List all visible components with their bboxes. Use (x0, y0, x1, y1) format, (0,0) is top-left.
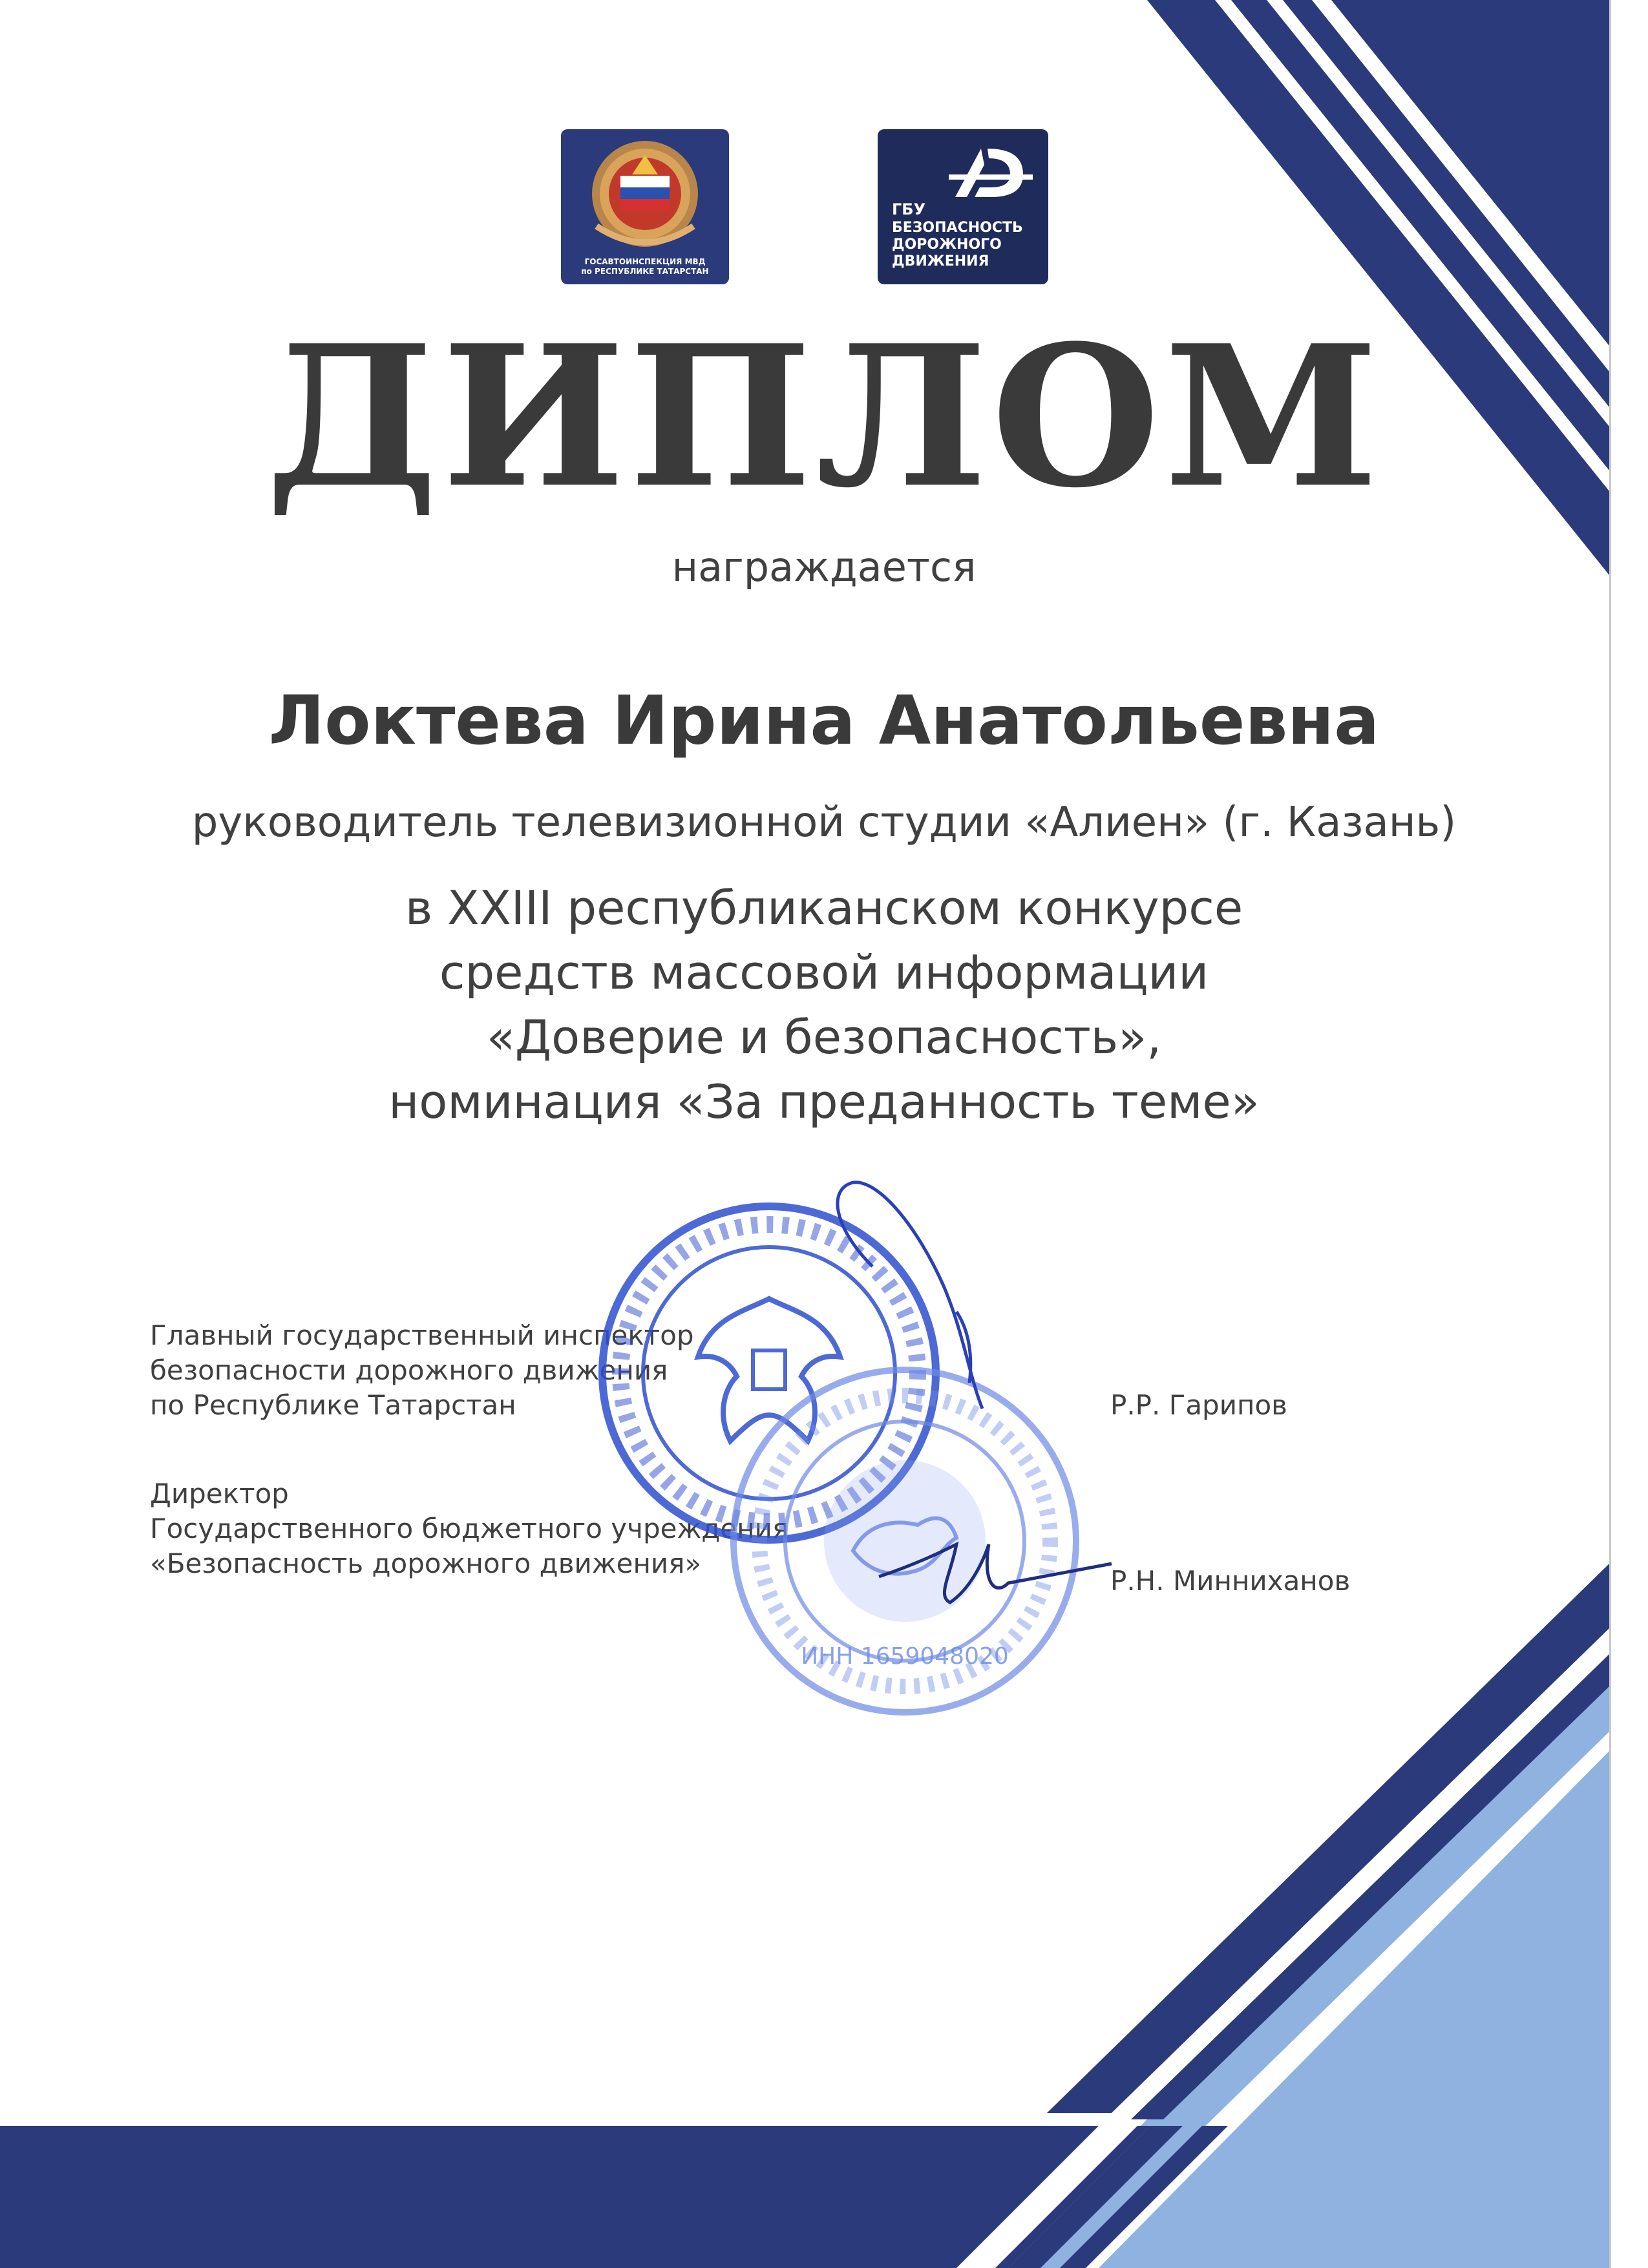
gbu-label: ГБУ (892, 200, 926, 218)
contest-line: в XXIII республиканском конкурсе (405, 881, 1243, 935)
signatory-title-line: Государственного бюджетного учреждения (150, 1513, 789, 1544)
caption-line: ДВИЖЕНИЯ (892, 253, 989, 269)
signatory-2-title (150, 1476, 788, 1581)
signatory-1-title (150, 1318, 694, 1423)
signatory-title-line: по Республике Татарстан (150, 1389, 516, 1421)
caption-line: БЕЗОПАСНОСТЬ (892, 220, 1023, 236)
contest-description (0, 876, 1648, 1134)
recipient-position: руководитель телевизионной студии «Алиен» (г. Казань) (191, 799, 1457, 846)
signatory-2-name: Р.Н. Минниханов (1110, 1565, 1351, 1597)
signatory-title-line: Главный государственный инспектор (150, 1319, 694, 1351)
caption-line: ГОСАВТОИНСПЕКЦИЯ МВД (584, 257, 706, 266)
diploma-title: ДИПЛОМ (265, 302, 1383, 530)
recipient-name: Локтева Ирина Анатольевна (268, 681, 1380, 760)
road-safety-logo (878, 129, 1048, 284)
traffic-police-logo (561, 129, 729, 284)
contest-line: средств массовой информации (439, 945, 1209, 1000)
stamp-inn: ИНН 1659048020 (801, 1643, 1009, 1670)
contest-line: номинация «За преданность теме» (388, 1075, 1260, 1129)
caption-line: ДОРОЖНОГО (892, 236, 1002, 253)
signatory-title-line: Директор (150, 1478, 289, 1509)
signatory-1-name: Р.Р. Гарипов (1110, 1389, 1287, 1421)
signatory-title-line: безопасности дорожного движения (150, 1354, 668, 1386)
traffic-police-logo-caption (561, 257, 729, 277)
road-safety-logo-caption (892, 220, 1041, 270)
caption-line: по РЕСПУБЛИКЕ ТАТАРСТАН (581, 267, 709, 276)
signatory-title-line: «Безопасность дорожного движения» (150, 1548, 702, 1579)
contest-line: «Доверие и безопасность», (486, 1010, 1162, 1064)
awarded-text: награждается (671, 543, 977, 591)
